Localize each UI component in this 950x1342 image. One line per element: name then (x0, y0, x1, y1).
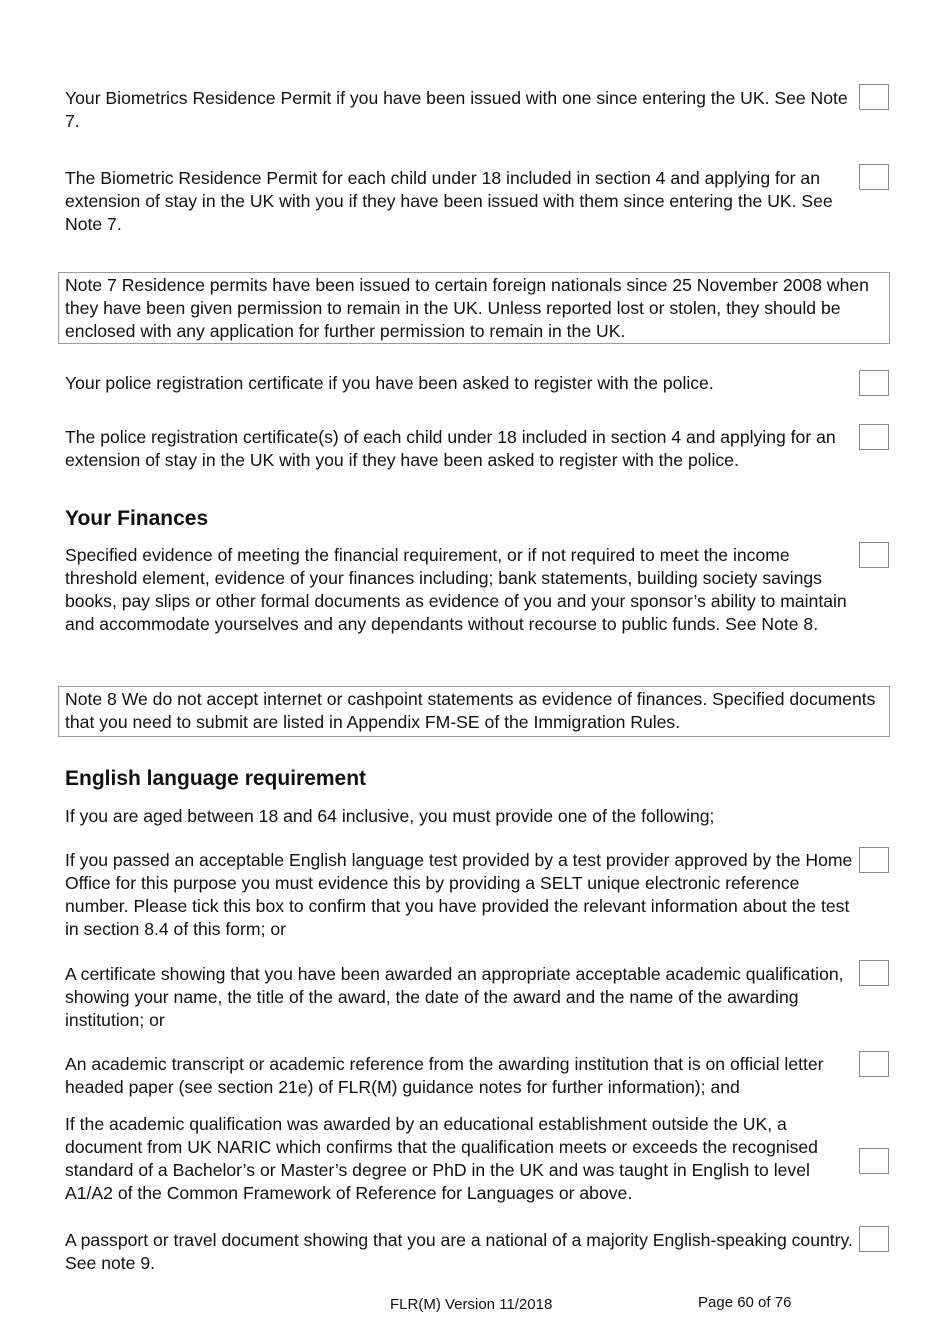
footer-version: FLR(M) Version 11/2018 (390, 1296, 553, 1313)
footer-page-number: Page 60 of 76 (698, 1294, 792, 1311)
academic-cert-checkbox[interactable] (859, 960, 889, 986)
item-finances-text: Specified evidence of meeting the financial requirement, or if not required to meet the income threshold element, evidence of your finances including; bank statements, building society savings books, pay slips or other formal documents as evidence of you and your sponsor’s ability to maintain and accommodate yourselves and any dependants without recourse to public funds. See Note 8. (65, 545, 847, 634)
brp-checkbox[interactable] (859, 84, 889, 110)
item-brp-text: Your Biometrics Residence Permit if you have been issued with one since entering the UK. See Note 7. (65, 88, 848, 131)
english-intro-text: If you are aged between 18 and 64 inclusive, you must provide one of the following; (65, 806, 715, 826)
passport-checkbox[interactable] (859, 1226, 889, 1252)
transcript-checkbox[interactable] (859, 1051, 889, 1077)
item-academic-cert-text: A certificate showing that you have been awarded an appropriate acceptable academic qualification, showing your name, the title of the award, the date of the award and the name of the awarding institution; or (65, 964, 844, 1030)
selt-checkbox[interactable] (859, 847, 889, 873)
police-cert-checkbox[interactable] (859, 370, 889, 396)
child-brp-checkbox[interactable] (859, 164, 889, 190)
note-8-box: Note 8 We do not accept internet or cashpoint statements as evidence of finances. Specified documents that you need to submit are listed in Appendix FM-SE of the Immigration Rules. (58, 686, 890, 737)
item-child-brp-text: The Biometric Residence Permit for each child under 18 included in section 4 and applying for an extension of stay in the UK with you if they have been issued with them since entering the UK. See Note 7. (65, 168, 833, 234)
item-police-cert-text: Your police registration certificate if you have been asked to register with the police. (65, 373, 714, 393)
child-police-cert-checkbox[interactable] (859, 424, 889, 450)
item-selt-text: If you passed an acceptable English language test provided by a test provider approved by the Home Office for this purpose you must evidence this by providing a SELT unique electronic reference number. Please tick this box to confirm that you have provided the relevant information about the test in section 8.4 of this form; or (65, 850, 853, 939)
item-child-police-cert-text: The police registration certificate(s) of each child under 18 included in section 4 and applying for an extension of stay in the UK with you if they have been asked to register with the police. (65, 427, 836, 470)
item-passport-text: A passport or travel document showing that you are a national of a majority English-speaking country. See note 9. (65, 1230, 853, 1273)
naric-checkbox[interactable] (859, 1148, 889, 1174)
note-7-box: Note 7 Residence permits have been issued to certain foreign nationals since 25 November 2008 when they have been given permission to remain in the UK. Unless reported lost or stolen, they should be enclosed with any application for further permission to remain in the UK. (58, 272, 890, 344)
item-transcript-text: An academic transcript or academic reference from the awarding institution that is on official letter headed paper (see section 21e) of FLR(M) guidance notes for further information); and (65, 1054, 824, 1097)
heading-english-language: English language requirement (65, 767, 367, 790)
item-naric-text: If the academic qualification was awarded by an educational establishment outside the UK, a document from UK NARIC which confirms that the qualification meets or exceeds the recognised standard of a Bachelor’s or Master’s degree or PhD in the UK and was taught in English to level A1/A2 of the Common Framework of Reference for Languages or above. (65, 1114, 818, 1203)
finances-checkbox[interactable] (859, 542, 889, 568)
heading-your-finances: Your Finances (65, 507, 209, 530)
